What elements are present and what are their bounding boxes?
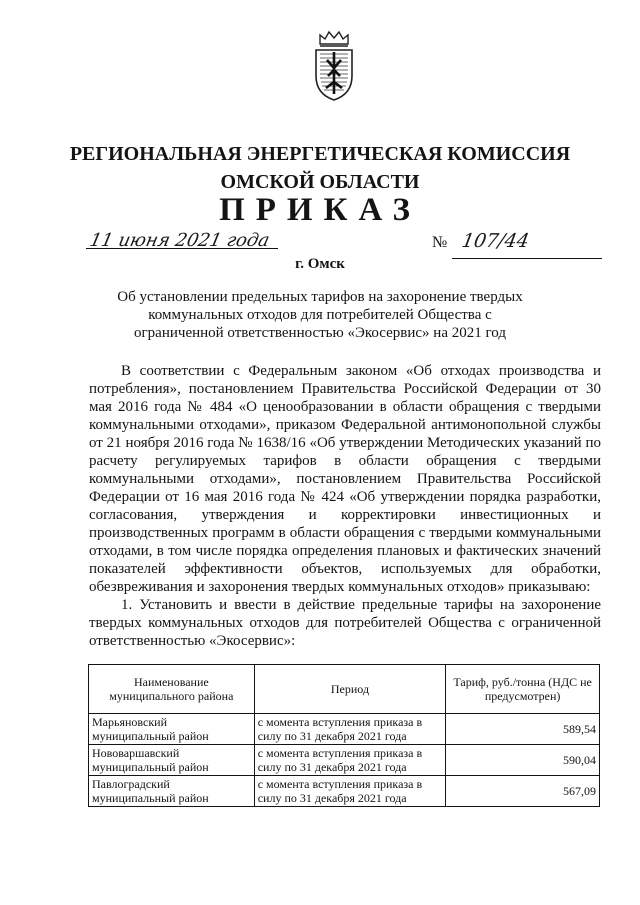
district-cell: Нововаршавский муниципальный район <box>89 745 255 776</box>
order-body <box>89 362 601 650</box>
organization-name: РЕГИОНАЛЬНАЯ ЭНЕРГЕТИЧЕСКАЯ КОМИССИЯ ОМСКОЙ ОБЛАСТИ <box>69 143 571 193</box>
order-date-handwritten: 11 июня 2021 года <box>87 230 272 251</box>
district-cell: Павлоградский муниципальный район <box>89 776 255 807</box>
city: г. Омск <box>295 256 345 272</box>
body-paragraph: В соответствии с Федеральным законом «Об отходах производства и потребления», постановлением Правительства Российской Федерации от 30 мая 2016 года № 484 «О ценообразовании в области обращения с твердыми коммунальными отходами», приказом Федеральной антимонопольной службы от 21 ноября 2016 года № 1638/16 «Об утверждении Методических указаний по расчету регулируемых тарифов в области обращения с твердыми коммунальными отходами», постановлением Правительства Российской Федерации от 16 мая 2016 года № 424 «Об утверждении порядка разработки, согласования, утверждения и корректировки инвестиционных и производственных программ в области обращения с твердыми коммунальными отходами, в том числе порядка определения плановых и фактических значений показателей эффективности объектов, используемых для обработки, обезвреживания и захоронения твердых коммунальных отходов» приказываю: <box>89 363 601 595</box>
order-title: ПРИКАЗ <box>219 192 421 228</box>
table-row <box>89 776 600 807</box>
tariff-cell: 590,04 <box>446 745 600 776</box>
period-cell: с момента вступления приказа в силу по 31 декабря 2021 года <box>254 714 446 745</box>
order-number-sign: № <box>432 234 448 251</box>
column-header-tariff: Тариф, руб./тонна (НДС не предусмотрен) <box>446 665 600 714</box>
column-header-district: Наименование муниципального района <box>89 665 255 714</box>
omsk-coat-of-arms-icon <box>312 30 356 102</box>
order-number-handwritten: 107/44 <box>460 230 531 252</box>
table-header-row <box>89 665 600 714</box>
column-header-period: Период <box>254 665 446 714</box>
district-cell: Марьяновский муниципальный район <box>89 714 255 745</box>
period-cell: с момента вступления приказа в силу по 31 декабря 2021 года <box>254 776 446 807</box>
order-subject: Об установлении предельных тарифов на захоронение твердых коммунальных отходов для потребителей Общества с ограниченной ответственностью «Экосервис» на 2021 год <box>117 289 523 341</box>
table-row <box>89 745 600 776</box>
period-cell: с момента вступления приказа в силу по 31 декабря 2021 года <box>254 745 446 776</box>
tariff-cell: 589,54 <box>446 714 600 745</box>
table-row <box>89 714 600 745</box>
body-paragraph: 1. Установить и ввести в действие предельные тарифы на захоронение твердых коммунальных отходов для потребителей Общества с ограниченной ответственностью «Экосервис»: <box>89 597 601 649</box>
date-underline <box>86 248 278 249</box>
tariff-table <box>88 664 600 807</box>
tariff-cell: 567,09 <box>446 776 600 807</box>
